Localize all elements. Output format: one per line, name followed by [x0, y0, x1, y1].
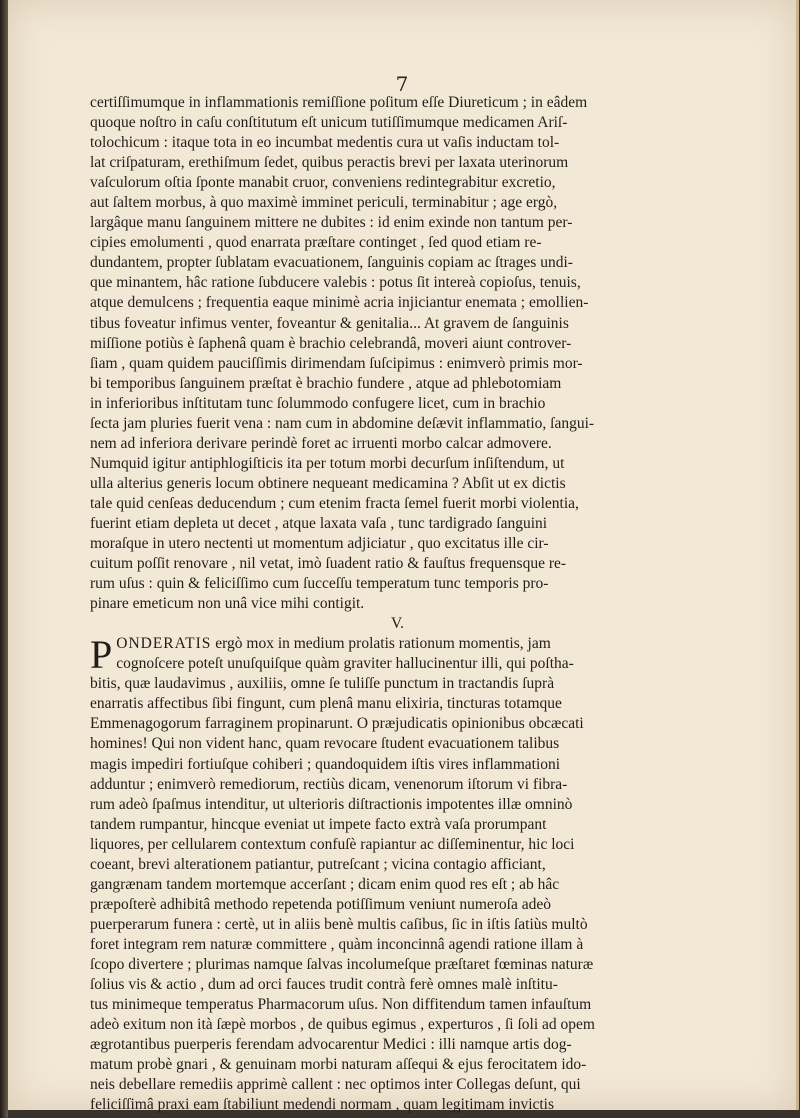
paragraph-line: pinare emeticum non unâ vice mihi contigit.: [90, 595, 365, 613]
paragraph-line: homines! Qui non vident hanc, quam revocare ſtudent evacuationem talibus: [90, 735, 560, 753]
drop-cap: P: [90, 632, 113, 678]
paragraph-line: atque demulcens ; frequentia eaque minimè acria injiciantur enemata ; emollien-: [90, 294, 589, 312]
paragraph-line: rum uſus : quin & feliciſſimo cum ſucceſſu temperatum tunc temporis pro-: [90, 575, 549, 593]
paragraph-2: [90, 634, 665, 1115]
paragraph-line: rum adeò ſpaſmus intenditur, ut ulterioris diſtractionis impotentes illæ omninò: [90, 795, 573, 813]
paragraph-line: tale quid cenſeas deducendum ; cum etenim fracta ſemel fuerit morbi violentia,: [90, 494, 579, 512]
paragraph-line: cognoſcere poteſt unuſquiſque quàm graviter hallucinentur illi, qui poſtha-: [116, 655, 574, 673]
paragraph-line: puerperarum funera : certè, ut in aliis benè multis caſibus, ſic in iſtis ſatiùs multò: [90, 915, 588, 933]
paragraph-line: adeò exitum non ità ſæpè morbos , de quibus egimus , experturos , ſi ſoli ad opem: [90, 1016, 595, 1034]
paragraph-line: neis debellare remediis apprimè callent : nec optimos inter Collegas deſunt, qui: [90, 1076, 581, 1094]
paragraph-line: cuitum poſſit renovare , nil vetat, imò ſuadent ratio & fauſtus frequensque re-: [90, 555, 567, 573]
section-number: V.: [390, 615, 405, 633]
paragraph-line: nem ad inferiora derivare perindè foret ac irruenti morbo calcar admovere.: [90, 434, 552, 452]
paragraph-line: magis impediri fortiuſque cohiberi ; quandoquidem iſtis vires inflammationi: [90, 755, 561, 773]
paragraph-line: liquores, per cellularem contextum confuſè rapiantur ac diſſeminentur, hic loci: [90, 835, 575, 853]
first-line-rest: ergò mox in medium prolatis rationum momentis, jam: [211, 635, 551, 653]
text-block: [90, 93, 665, 1115]
paragraph-line: [116, 634, 665, 654]
paragraph-line: lat criſpaturam, erethiſmum ſedet, quibus peractis brevi per laxata uterinorum: [90, 154, 569, 172]
paragraph-line: ſecta jam pluries fuerit vena : nam cum in abdomine deſævit inflammatio, ſangui-: [90, 414, 595, 432]
book-spine-shadow: [0, 0, 8, 1118]
page-number: 7: [395, 72, 409, 96]
paragraph-line: ſiam , quam quidem pauciſſimis dirimendam ſuſcipimus : enimverò primis mor-: [90, 354, 583, 372]
paragraph-line: tolochicum : itaque tota in eo incumbat medentis cura ut vaſis inductam tol-: [90, 134, 560, 152]
paragraph-line: ſolius vis & actio , dum ad orci fauces trudit contrà ferè omnes malè inſtitu-: [90, 976, 558, 994]
first-word: ONDERATIS: [116, 635, 212, 653]
paragraph-line: tibus foveatur infimus venter, foveantur & genitalia... At gravem de ſanguinis: [90, 314, 569, 332]
paragraph-1: [90, 93, 665, 614]
paragraph-line: ulla alterius generis locum obtinere nequeant medicamina ? Abſit ut ex dictis: [90, 474, 566, 492]
paragraph-line: bi temporibus ſanguinem præſtat è brachio fundere , atque ad phlebotomiam: [90, 374, 562, 392]
paragraph-line: enarratis affectibus ſibi fingunt, cum plenâ manu elixiria, tincturas totamque: [90, 695, 562, 713]
paragraph-line: bitis, quæ laudavimus , auxiliis, omne ſe tuliſſe punctum in tractandis ſuprà: [90, 675, 555, 693]
paragraph-line: Numquid igitur antiphlogiſticis ita per totum morbi decurſum inſiſtendum, ut: [90, 454, 565, 472]
paragraph-line: matum probè gnari , & genuinam morbi naturam aſſequi & ejus ferocitatem ido-: [90, 1056, 587, 1074]
paragraph-line: tandem rumpantur, hincque eveniat ut impete facto extrà vaſa prorumpant: [90, 815, 547, 833]
paragraph-line: vaſculorum oſtia ſponte manabit cruor, conveniens redintegrabitur excretio,: [90, 174, 556, 192]
paragraph-line: largâque manu ſanguinem mittere ne dubites : id enim exinde non tantum per-: [90, 214, 573, 232]
paragraph-line: miſſione potiùs è ſaphenâ quam è brachio celebrandâ, moveri aiunt controver-: [90, 334, 572, 352]
paragraph-line: quoque noſtro in caſu conſtitutum eſt unicum tutiſſimumque medicamen Ariſ-: [90, 114, 568, 132]
paragraph-line: tus minimeque temperatus Pharmacorum uſus. Non diffitendum tamen infauſtum: [90, 996, 592, 1014]
paragraph-line: in inferioribus inſtitutam tunc ſolummodo confugere licet, cum in brachio: [90, 394, 546, 412]
paragraph-line: feliciſſimâ praxi eam ſtabiliunt medendi normam , quam legitimam invictis: [90, 1096, 555, 1114]
paragraph-line: foret integram rem naturæ committere , quàm inconcinnâ agendi ratione illam à: [90, 935, 584, 953]
paragraph-line: aut ſaltem morbus, à quo maximè imminet periculi, terminabitur ; age ergò,: [90, 194, 558, 212]
paragraph-line: coeant, brevi alterationem patiantur, putreſcant ; vicina contagio afficiant,: [90, 855, 546, 873]
paragraph-line: que minantem, hâc ratione ſubducere valebis : potus ſit intereà copioſus, tenuis,: [90, 274, 581, 292]
paragraph-line: fuerint etiam depleta ut decet , atque laxata vaſa , tunc tardigrado ſanguini: [90, 514, 548, 532]
book-page: [8, 0, 799, 1114]
paragraph-line: cipies emolumenti , quod enarrata præſtare continget , ſed quod etiam re-: [90, 234, 542, 252]
paragraph-line: certiſſimumque in inflammationis remiſſione poſitum eſſe Diureticum ; in eâdem: [90, 94, 588, 111]
paragraph-line: gangrænam tandem mortemque accerſant ; dicam enim quod res eſt ; ab hâc: [90, 875, 560, 893]
paragraph-line: moraſque in utero nectenti ut momentum adjiciatur , quo excitatus ille cir-: [90, 535, 549, 553]
paragraph-line: dundantem, propter ſublatam evacuationem, ſanguinis copiam ac ſtrages undi-: [90, 254, 573, 272]
paragraph-line: adduntur ; enimverò remediorum, rectiùs dicam, venenorum iſtorum vi fibra-: [90, 775, 568, 793]
paragraph-2-body: [90, 674, 665, 1115]
paragraph-line: præpoſterè adhibitâ methodo repetenda potiſſimum veniunt numeroſa adeò: [90, 895, 551, 913]
paragraph-line: ſcopo divertere ; plurimas namque ſalvas incolumeſque præſtaret fœminas naturæ: [90, 955, 594, 973]
paragraph-line: Emmenagogorum farraginem propinarunt. O præjudicatis opinionibus obcæcati: [90, 715, 584, 733]
paragraph-line: ægrotantibus puerperis ferendam advocarentur Medici : illi namque artis dog-: [90, 1036, 572, 1054]
